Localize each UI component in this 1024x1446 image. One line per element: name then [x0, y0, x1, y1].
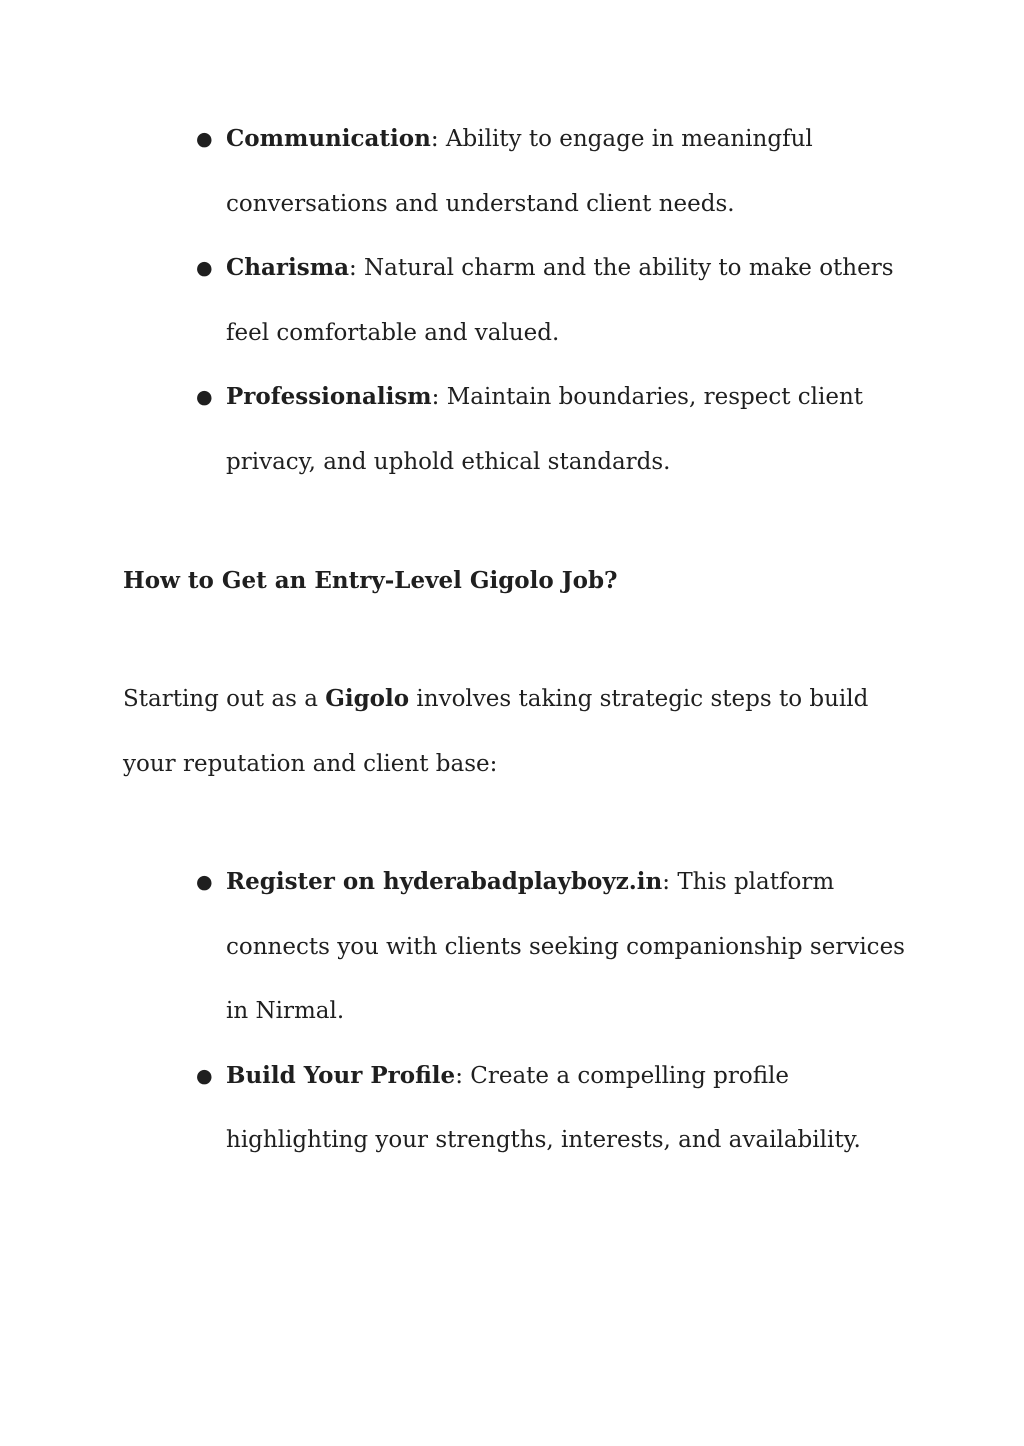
- list-item-text: : Natural charm and the ability to make others feel comfortable and valued.: [226, 255, 894, 346]
- paragraph-text-before: Starting out as a: [123, 686, 326, 712]
- list-item-term: Communication: [226, 125, 431, 152]
- list-item: [196, 365, 906, 494]
- list-item-term: Register on hyderabadplayboyz.in: [226, 868, 663, 895]
- intro-paragraph: [123, 667, 883, 796]
- list-item-text: : This platform connects you with clients seeking companionship services in Nirmal.: [226, 869, 905, 1024]
- paragraph-bold-term: Gigolo: [325, 685, 410, 712]
- list-item-term: Build Your Profile: [226, 1061, 456, 1089]
- list-item-term: Professionalism: [226, 383, 432, 410]
- list-item-term: Charisma: [226, 254, 349, 281]
- list-item-text: : Create a compelling profile highlighting your strengths, interests, and availability.: [226, 1062, 861, 1153]
- list-item-text: : Maintain boundaries, respect client privacy, and uphold ethical standards.: [226, 384, 864, 475]
- bullet-icon: ●: [196, 128, 213, 150]
- list-item-text: : Ability to engage in meaningful conversations and understand client needs.: [226, 126, 813, 217]
- list-item: [196, 850, 906, 1044]
- paragraph-text-after: involves taking strategic steps to build your reputation and client base:: [123, 686, 869, 777]
- bullet-icon: ●: [196, 1064, 213, 1087]
- bullet-icon: ●: [196, 386, 213, 408]
- bullet-icon: ●: [196, 257, 213, 279]
- steps-list: [196, 850, 906, 1173]
- bullet-icon: ●: [196, 871, 213, 893]
- list-item: [196, 1044, 906, 1173]
- skills-list: [196, 107, 906, 494]
- list-item: [196, 236, 906, 365]
- list-item: [196, 107, 906, 236]
- section-heading: How to Get an Entry-Level Gigolo Job?: [123, 567, 618, 594]
